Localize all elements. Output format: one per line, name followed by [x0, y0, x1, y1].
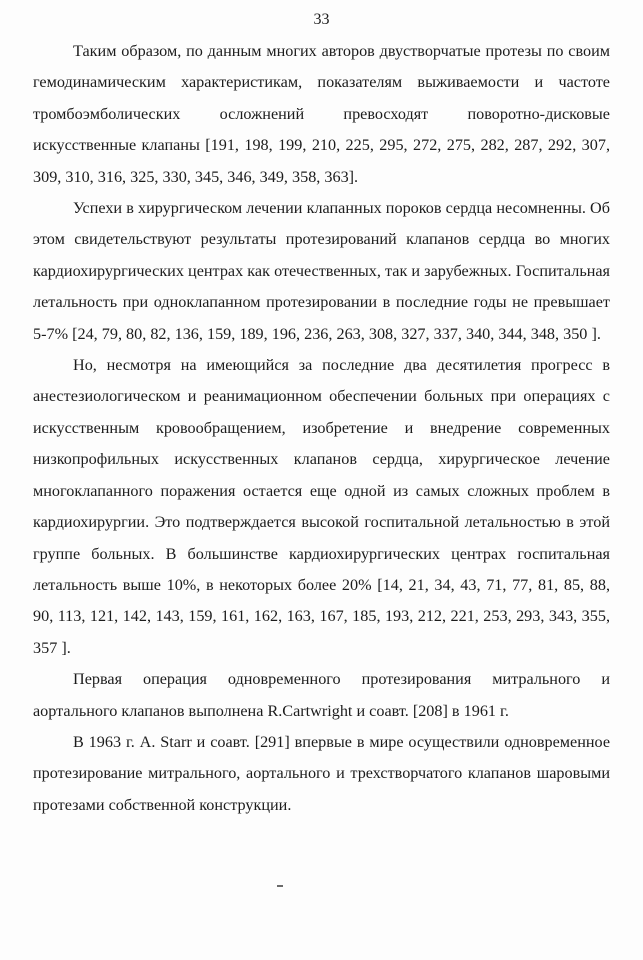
paragraph-starr-operation: В 1963 г. A. Starr и соавт. [291] впервые в мире осуществили одновременное протезирование митрального, аортального и трехстворчатого клапанов шаровыми протезами собственной конструкции. — [33, 732, 610, 814]
paragraph-first-operation: Первая операция одновременного протезирования митрального и аортального клапанов выполнена R.Cartwright и соавт. [208] в 1961 г. — [33, 670, 610, 720]
paragraph-surgical-success: Успехи в хирургическом лечении клапанных пороков сердца несомненны. Об этом свидетельствуют результаты протезирований клапанов сердца во многих кардиохирургических центрах как отечественных, так и зарубежных. Госпитальная летальность при одноклапанном протезировании в последние годы не превышает 5-7% [24, 79, 80, 82, 136, 159, 189, 196, 236, 263, 308, 327, 337, 340, 344, 348, 350 ]. — [33, 199, 610, 343]
scan-speck — [277, 885, 283, 887]
page-number: 33 — [313, 11, 330, 28]
body-text — [33, 36, 610, 821]
paragraph-bileaflet-prostheses: Таким образом, по данным многих авторов двустворчатые протезы по своим гемодинамическим характеристикам, показателям выживаемости и частоте тромбоэмболических осложнений превосходят поворотно-дисковые искусственные клапаны [191, 198, 199, 210, 225, 295, 272, 275, 282, 287, 292, 307, 309, 310, 316, 325, 330, 345, 346, 349, 358, 363]. — [33, 42, 610, 186]
paragraph-multivalve-problem: Но, несмотря на имеющийся за последние два десятилетия прогресс в анестезиологическом и реанимационном обеспечении больных при операциях с искусственным кровообращением, изобретение и внедрение современных низкопрофильных искусственных клапанов сердца, хирургическое лечение многоклапанного поражения остается еще одной из самых сложных проблем в кардиохирургии. Это подтверждается высокой госпитальной летальностью в этой группе больных. В большинстве кардиохирургических центрах госпитальная летальность выше 10%, в некоторых более 20% [14, 21, 34, 43, 71, 77, 81, 85, 88, 90, 113, 121, 142, 143, 159, 161, 162, 163, 167, 185, 193, 212, 221, 253, 293, 343, 355, 357 ]. — [33, 356, 610, 657]
